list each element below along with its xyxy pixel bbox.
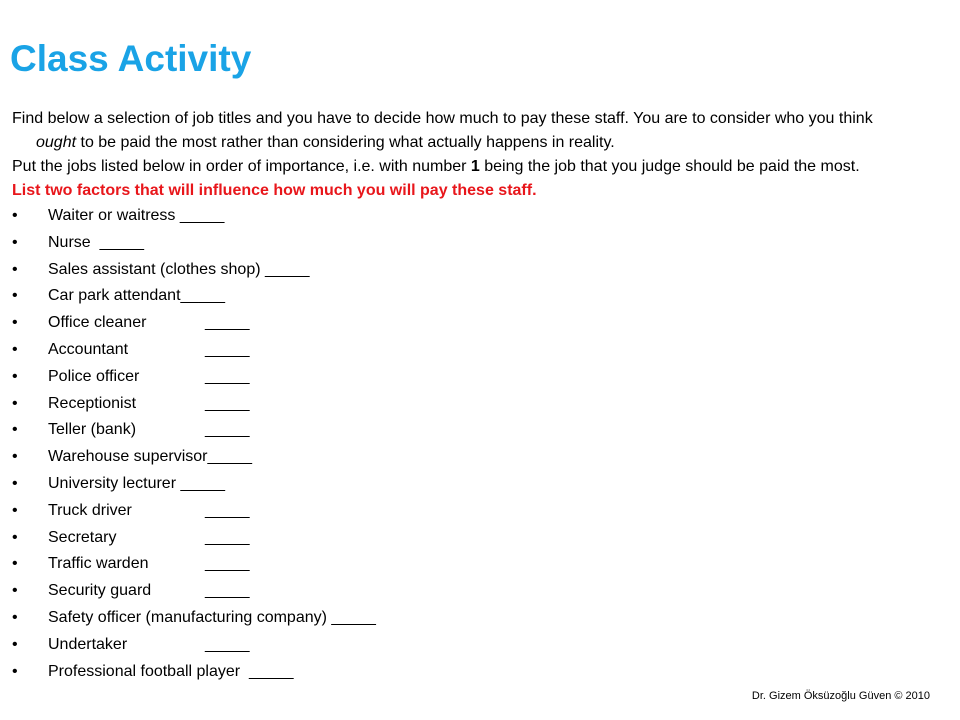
job-title: Sales assistant (clothes shop): [48, 260, 265, 278]
intro-paragraph-1: [12, 107, 912, 155]
bullet-icon: •: [12, 233, 18, 251]
job-list-item: [12, 230, 912, 257]
intro-p2-number: 1: [470, 158, 480, 175]
job-list-item: [12, 605, 912, 632]
activity-content: [12, 107, 912, 685]
job-title: Traffic warden: [48, 555, 149, 573]
job-title: Security guard: [48, 582, 152, 600]
bullet-icon: •: [12, 608, 18, 626]
job-list-item: [12, 283, 912, 310]
bullet-icon: •: [12, 501, 18, 519]
job-title: Warehouse supervisor: [48, 448, 208, 466]
answer-blank: _____: [205, 555, 250, 573]
bullet-icon: •: [12, 340, 18, 358]
answer-blank: _____: [205, 582, 250, 600]
answer-blank: _____: [205, 314, 250, 332]
job-list-item: [12, 444, 912, 471]
job-title: Undertaker: [48, 635, 128, 653]
answer-blank: _____: [99, 233, 145, 251]
job-title: Truck driver: [48, 501, 132, 519]
answer-blank: _____: [179, 207, 225, 224]
intro-p2-text-a: Put the jobs listed below in order of importance, i.e. with number: [12, 158, 471, 175]
bullet-icon: •: [12, 314, 18, 332]
job-list-item: [12, 551, 912, 578]
job-list-item: [12, 337, 912, 364]
answer-blank: _____: [205, 340, 250, 358]
job-list-item: [12, 203, 912, 230]
footer-credit: Dr. Gizem Öksüzoğlu Güven © 2010: [751, 690, 930, 702]
instruction-red: List two factors that will influence how much you will pay these staff.: [12, 182, 537, 199]
answer-blank: _____: [180, 474, 225, 492]
bullet-icon: •: [12, 555, 18, 573]
job-title: University lecturer: [48, 474, 181, 492]
answer-blank: _____: [205, 421, 250, 439]
bullet-icon: •: [12, 474, 18, 492]
job-title: Receptionist: [48, 394, 137, 412]
job-list-item: [12, 578, 912, 605]
page-title: Class Activity: [10, 38, 252, 79]
job-title: Professional football player: [48, 662, 249, 680]
bullet-icon: •: [12, 662, 18, 680]
job-list: [12, 203, 912, 685]
bullet-icon: •: [12, 367, 18, 385]
bullet-icon: •: [12, 394, 18, 412]
intro-p1-text-b: to be paid the most rather than considering what actually happens in reality.: [76, 134, 615, 151]
answer-blank: _____: [249, 662, 294, 680]
intro-p1-text-a: Find below a selection of job titles and you have to decide how much to pay these staff. You are to consider who you think: [12, 110, 873, 127]
intro-p2-text-b: being the job that you judge should be paid the most.: [479, 158, 860, 175]
job-list-item: [12, 659, 912, 686]
job-title: Safety officer (manufacturing company): [48, 608, 332, 626]
job-title: Accountant: [48, 340, 129, 358]
bullet-icon: •: [12, 448, 18, 466]
answer-blank: _____: [205, 635, 250, 653]
answer-blank: _____: [180, 287, 226, 305]
bullet-icon: •: [12, 528, 18, 546]
job-title: Secretary: [48, 528, 117, 546]
intro-paragraph-2: [12, 155, 912, 179]
job-title: Nurse: [48, 233, 100, 251]
job-list-item: [12, 471, 912, 498]
answer-blank: _____: [205, 501, 250, 519]
bullet-icon: •: [12, 287, 18, 305]
job-title: Car park attendant: [48, 287, 181, 305]
job-list-item: [12, 257, 912, 284]
answer-blank: _____: [331, 608, 376, 626]
job-list-item: [12, 391, 912, 418]
job-title: Waiter or waitress: [48, 207, 180, 224]
job-list-item: [12, 632, 912, 659]
job-list-item: [12, 310, 912, 337]
job-title: Teller (bank): [48, 421, 137, 439]
intro-p1-emphasis: ought: [36, 134, 77, 151]
answer-blank: _____: [207, 448, 252, 466]
job-list-item: [12, 417, 912, 444]
job-title: Police officer: [48, 367, 140, 385]
answer-blank: _____: [205, 394, 250, 412]
answer-blank: _____: [205, 367, 250, 385]
answer-blank: _____: [265, 260, 310, 278]
bullet-icon: •: [12, 635, 18, 653]
job-list-item: [12, 525, 912, 552]
answer-blank: _____: [205, 528, 250, 546]
bullet-icon: •: [12, 207, 18, 224]
job-list-item: [12, 498, 912, 525]
job-list-item: [12, 364, 912, 391]
bullet-icon: •: [12, 421, 18, 439]
job-title: Office cleaner: [48, 314, 147, 332]
bullet-icon: •: [12, 260, 18, 278]
bullet-icon: •: [12, 582, 18, 600]
